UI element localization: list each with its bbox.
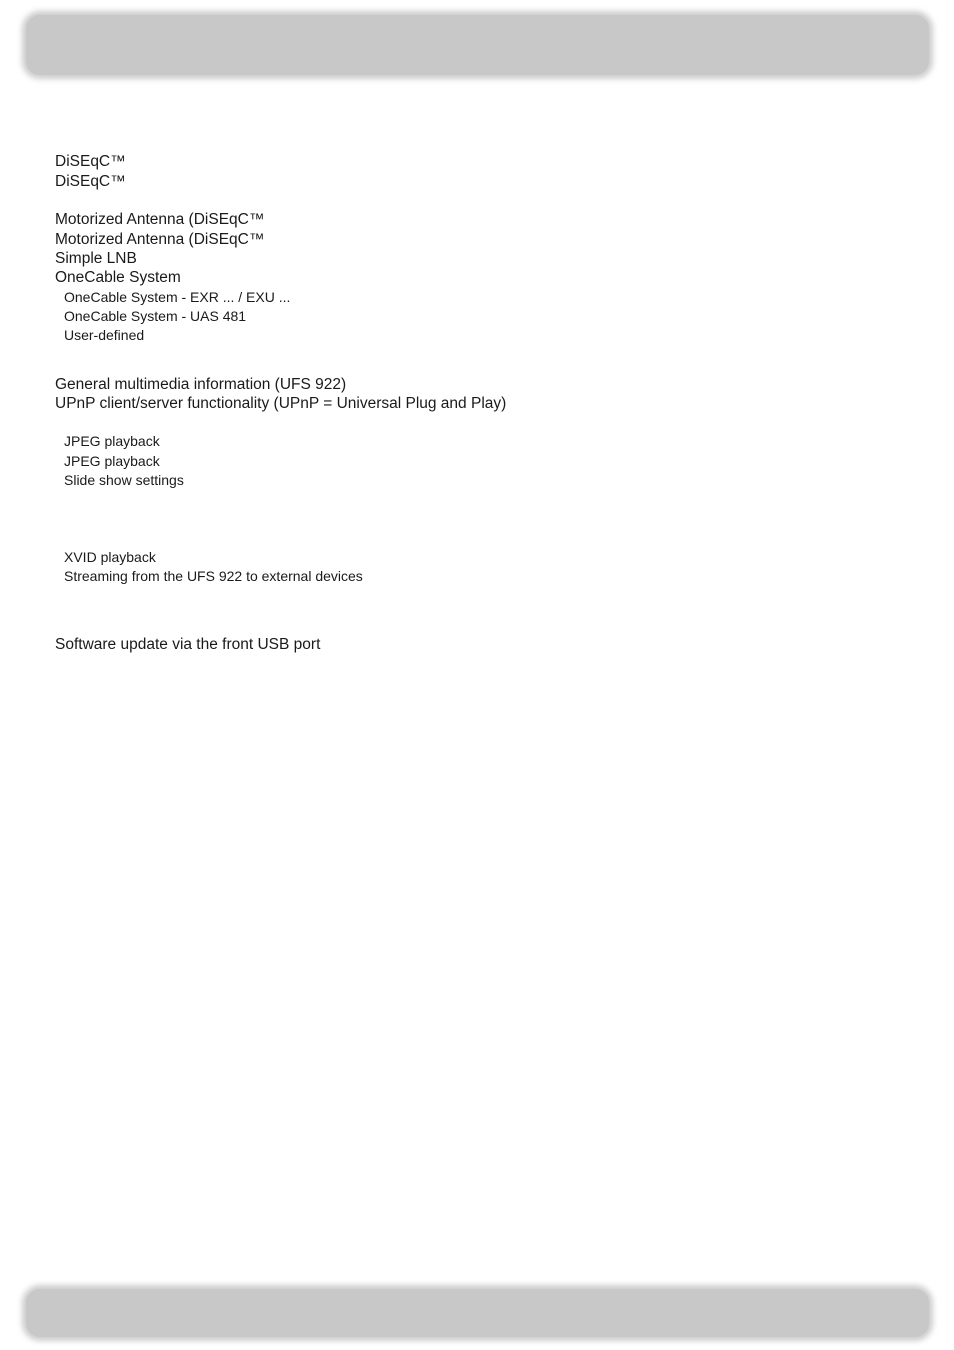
- toc-subentry-xvid-playback[interactable]: XVID playback: [64, 549, 156, 565]
- toc-entry-motorized-antenna-1[interactable]: Motorized Antenna (DiSEqC™: [55, 211, 265, 228]
- toc-subentry-onecable-exr-exu[interactable]: OneCable System - EXR ... / EXU ...: [64, 289, 291, 305]
- toc-entry-motorized-antenna-2[interactable]: Motorized Antenna (DiSEqC™: [55, 231, 265, 248]
- toc-subentry-onecable-uas481[interactable]: OneCable System - UAS 481: [64, 308, 247, 324]
- toc-entry-simple-lnb[interactable]: Simple LNB: [55, 250, 137, 267]
- toc-subentry-slide-show-settings[interactable]: Slide show settings: [64, 472, 184, 488]
- toc-entry-diseqc-2[interactable]: DiSEqC™: [55, 173, 126, 190]
- toc-subentry-user-defined[interactable]: User-defined: [64, 327, 145, 343]
- toc-entry-software-update[interactable]: Software update via the front USB port: [55, 636, 321, 653]
- toc-entry-upnp[interactable]: UPnP client/server functionality (UPnP = Universal Plug and Play): [55, 395, 507, 412]
- toc-entry-multimedia-info[interactable]: General multimedia information (UFS 922): [55, 376, 347, 393]
- toc-entry-onecable-system[interactable]: OneCable System: [55, 269, 181, 286]
- footer-bar: [26, 1289, 929, 1337]
- toc-subentry-jpeg-playback-1[interactable]: JPEG playback: [64, 433, 160, 449]
- header-bar: [26, 15, 929, 75]
- toc-entry-diseqc-1[interactable]: DiSEqC™: [55, 153, 126, 170]
- toc-subentry-streaming[interactable]: Streaming from the UFS 922 to external devices: [64, 568, 363, 584]
- toc-subentry-jpeg-playback-2[interactable]: JPEG playback: [64, 453, 160, 469]
